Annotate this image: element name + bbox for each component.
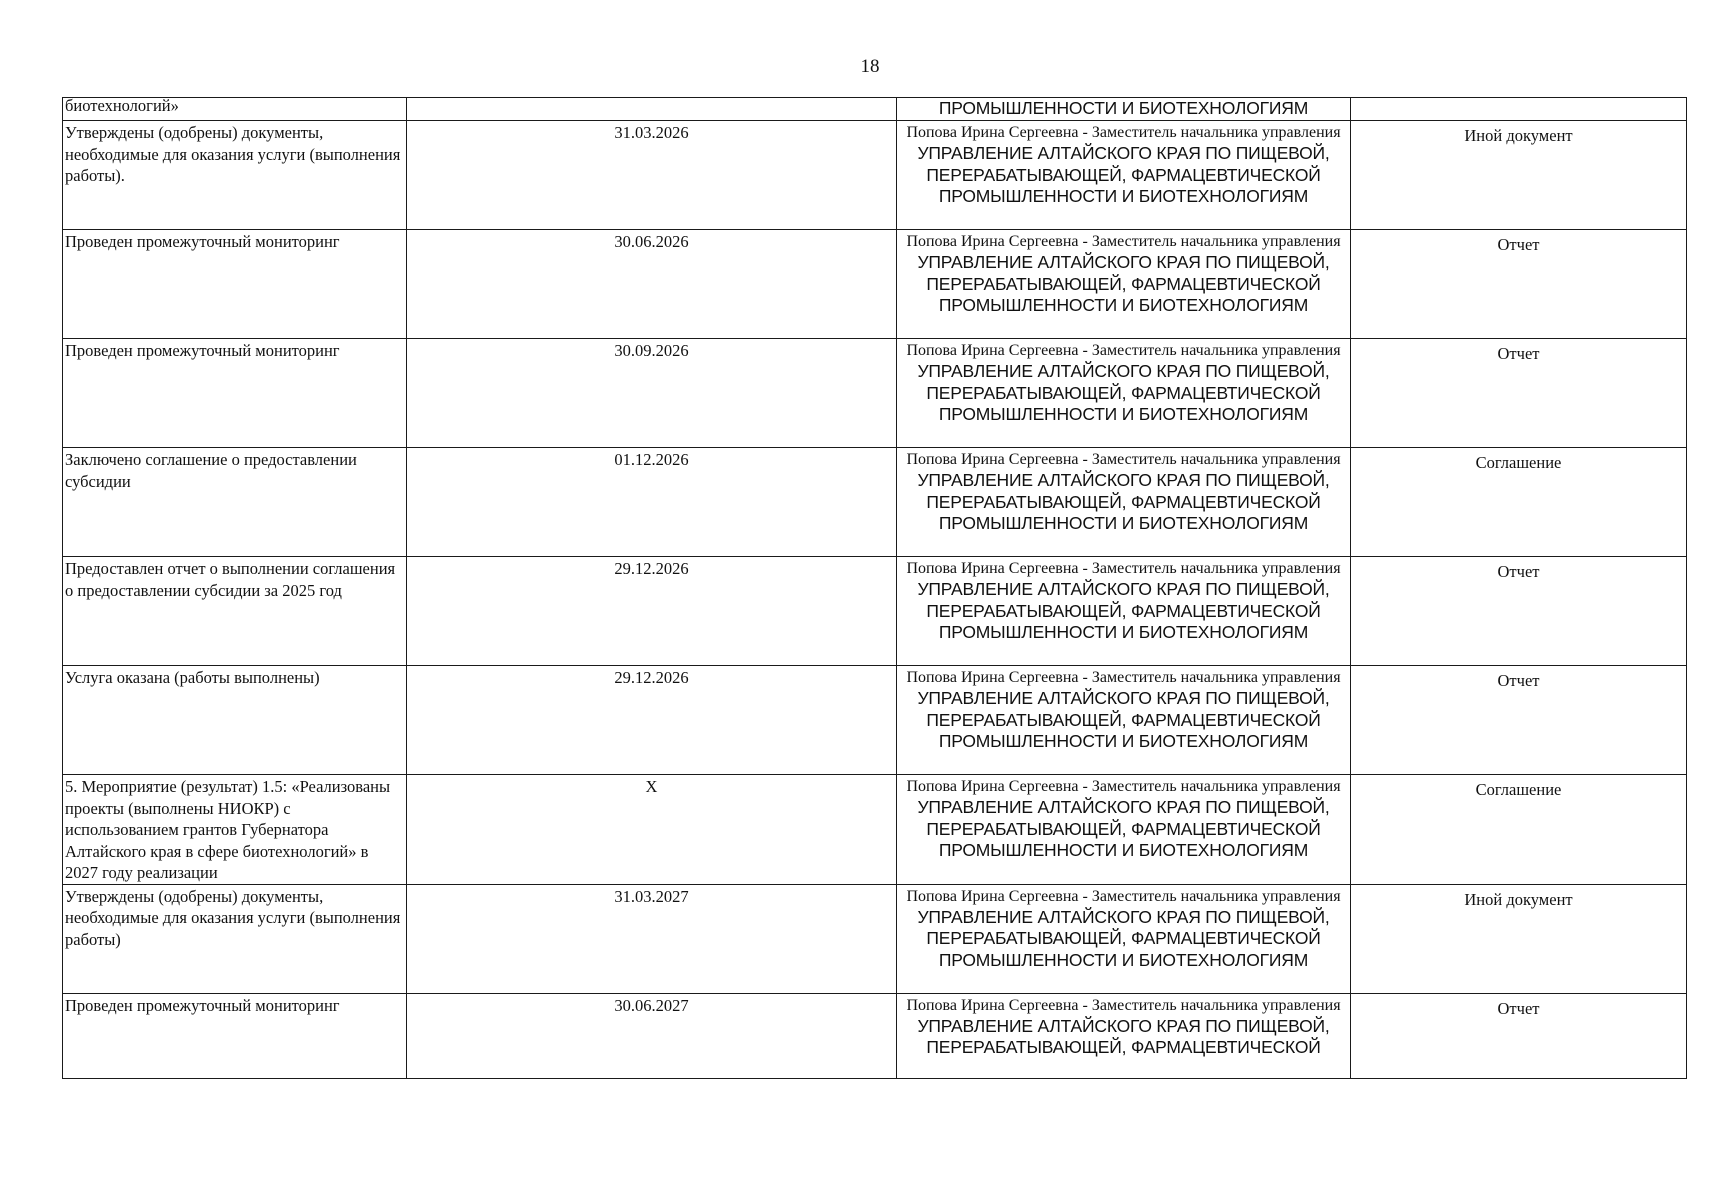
- responsible-person: Попова Ирина Сергеевна - Заместитель начальника управления: [906, 669, 1341, 686]
- responsible-organization: УПРАВЛЕНИЕ АЛТАЙСКОГО КРАЯ ПО ПИЩЕВОЙ, ПЕРЕРАБАТЫВАЮЩЕЙ, ФАРМАЦЕВТИЧЕСКОЙ ПРОМЫШЛЕННОСТИ И БИОТЕХНОЛОГИЯМ: [917, 252, 1330, 315]
- date-cell: 31.03.2026: [407, 121, 897, 230]
- description-cell: Проведен промежуточный мониторинг: [63, 993, 407, 1078]
- table-row: [63, 666, 1687, 775]
- responsible-organization: УПРАВЛЕНИЕ АЛТАЙСКОГО КРАЯ ПО ПИЩЕВОЙ, ПЕРЕРАБАТЫВАЮЩЕЙ, ФАРМАЦЕВТИЧЕСКОЙ ПРОМЫШЛЕННОСТИ И БИОТЕХНОЛОГИЯМ: [917, 143, 1330, 206]
- document-type-cell: Соглашение: [1351, 775, 1687, 885]
- date-cell: 31.03.2027: [407, 884, 897, 993]
- responsible-person: Попова Ирина Сергеевна - Заместитель начальника управления: [906, 124, 1341, 141]
- responsible-person: Попова Ирина Сергеевна - Заместитель начальника управления: [906, 342, 1341, 359]
- responsible-person: Попова Ирина Сергеевна - Заместитель начальника управления: [906, 451, 1341, 468]
- responsible-cell: [897, 339, 1351, 448]
- responsible-person: Попова Ирина Сергеевна - Заместитель начальника управления: [906, 996, 1341, 1014]
- date-cell: 30.09.2026: [407, 339, 897, 448]
- date-cell: 29.12.2026: [407, 557, 897, 666]
- date-cell: 30.06.2027: [407, 993, 897, 1078]
- table-row: [63, 230, 1687, 339]
- responsible-cell: [897, 993, 1351, 1078]
- responsible-cell: [897, 230, 1351, 339]
- description-cell: Утверждены (одобрены) документы, необходимые для оказания услуги (выполнения работы): [63, 884, 407, 993]
- responsible-organization: УПРАВЛЕНИЕ АЛТАЙСКОГО КРАЯ ПО ПИЩЕВОЙ, ПЕРЕРАБАТЫВАЮЩЕЙ, ФАРМАЦЕВТИЧЕСКОЙ ПРОМЫШЛЕННОСТИ И БИОТЕХНОЛОГИЯМ: [917, 579, 1330, 642]
- table-row: [63, 98, 1687, 121]
- page-number: 18: [860, 56, 880, 77]
- responsible-person: Попова Ирина Сергеевна - Заместитель начальника управления: [906, 887, 1341, 905]
- table-row: [63, 557, 1687, 666]
- document-type-cell: Соглашение: [1351, 448, 1687, 557]
- responsible-cell: [897, 121, 1351, 230]
- responsible-person: Попова Ирина Сергеевна - Заместитель начальника управления: [906, 233, 1341, 250]
- document-type-cell: Иной документ: [1351, 121, 1687, 230]
- responsible-organization: УПРАВЛЕНИЕ АЛТАЙСКОГО КРАЯ ПО ПИЩЕВОЙ, ПЕРЕРАБАТЫВАЮЩЕЙ, ФАРМАЦЕВТИЧЕСКОЙ ПРОМЫШЛЕННОСТИ И БИОТЕХНОЛОГИЯМ: [917, 906, 1330, 970]
- document-type-cell: Иной документ: [1351, 884, 1687, 993]
- document-type-cell: Отчет: [1351, 666, 1687, 775]
- responsible-cell: [897, 557, 1351, 666]
- date-cell: [407, 98, 897, 121]
- document-type-cell: [1351, 98, 1687, 121]
- document-type-cell: Отчет: [1351, 230, 1687, 339]
- description-cell: Предоставлен отчет о выполнении соглашения о предоставлении субсидии за 2025 год: [63, 557, 407, 666]
- date-cell: X: [407, 775, 897, 885]
- description-cell: Проведен промежуточный мониторинг: [63, 339, 407, 448]
- description-cell: Услуга оказана (работы выполнены): [63, 666, 407, 775]
- responsible-organization: ПРОМЫШЛЕННОСТИ И БИОТЕХНОЛОГИЯМ: [938, 98, 1309, 118]
- document-type-cell: Отчет: [1351, 557, 1687, 666]
- description-cell: Проведен промежуточный мониторинг: [63, 230, 407, 339]
- table-row: [63, 448, 1687, 557]
- document-type-cell: Отчет: [1351, 339, 1687, 448]
- document-type-cell: Отчет: [1351, 993, 1687, 1078]
- description-cell: 5. Мероприятие (результат) 1.5: «Реализованы проекты (выполнены НИОКР) с использованием грантов Губернатора Алтайского края в сфере биотехнологий» в 2027 году реализации: [63, 775, 407, 885]
- responsible-cell: [897, 448, 1351, 557]
- table-row: [63, 121, 1687, 230]
- responsible-organization: УПРАВЛЕНИЕ АЛТАЙСКОГО КРАЯ ПО ПИЩЕВОЙ, ПЕРЕРАБАТЫВАЮЩЕЙ, ФАРМАЦЕВТИЧЕСКОЙ ПРОМЫШЛЕННОСТИ И БИОТЕХНОЛОГИЯМ: [917, 470, 1330, 533]
- table-row: [63, 884, 1687, 993]
- responsible-organization: УПРАВЛЕНИЕ АЛТАЙСКОГО КРАЯ ПО ПИЩЕВОЙ, ПЕРЕРАБАТЫВАЮЩЕЙ, ФАРМАЦЕВТИЧЕСКОЙ ПРОМЫШЛЕННОСТИ И БИОТЕХНОЛОГИЯМ: [917, 797, 1330, 860]
- responsible-cell: [897, 666, 1351, 775]
- date-cell: 01.12.2026: [407, 448, 897, 557]
- description-cell: Утверждены (одобрены) документы, необходимые для оказания услуги (выполнения работы).: [63, 121, 407, 230]
- table-row: [63, 993, 1687, 1078]
- responsible-person: Попова Ирина Сергеевна - Заместитель начальника управления: [906, 560, 1341, 577]
- responsible-organization: УПРАВЛЕНИЕ АЛТАЙСКОГО КРАЯ ПО ПИЩЕВОЙ, ПЕРЕРАБАТЫВАЮЩЕЙ, ФАРМАЦЕВТИЧЕСКОЙ: [917, 1015, 1330, 1057]
- table-row: [63, 339, 1687, 448]
- responsible-organization: УПРАВЛЕНИЕ АЛТАЙСКОГО КРАЯ ПО ПИЩЕВОЙ, ПЕРЕРАБАТЫВАЮЩЕЙ, ФАРМАЦЕВТИЧЕСКОЙ ПРОМЫШЛЕННОСТИ И БИОТЕХНОЛОГИЯМ: [917, 361, 1330, 424]
- responsible-cell: [897, 775, 1351, 885]
- date-cell: 29.12.2026: [407, 666, 897, 775]
- responsible-organization: УПРАВЛЕНИЕ АЛТАЙСКОГО КРАЯ ПО ПИЩЕВОЙ, ПЕРЕРАБАТЫВАЮЩЕЙ, ФАРМАЦЕВТИЧЕСКОЙ ПРОМЫШЛЕННОСТИ И БИОТЕХНОЛОГИЯМ: [917, 688, 1330, 751]
- plan-table: [62, 97, 1687, 1079]
- responsible-person: Попова Ирина Сергеевна - Заместитель начальника управления: [906, 778, 1341, 795]
- responsible-cell: [897, 884, 1351, 993]
- description-cell: биотехнологий»: [63, 98, 407, 121]
- description-cell: Заключено соглашение о предоставлении субсидии: [63, 448, 407, 557]
- date-cell: 30.06.2026: [407, 230, 897, 339]
- table-row: [63, 775, 1687, 885]
- responsible-cell: [897, 98, 1351, 121]
